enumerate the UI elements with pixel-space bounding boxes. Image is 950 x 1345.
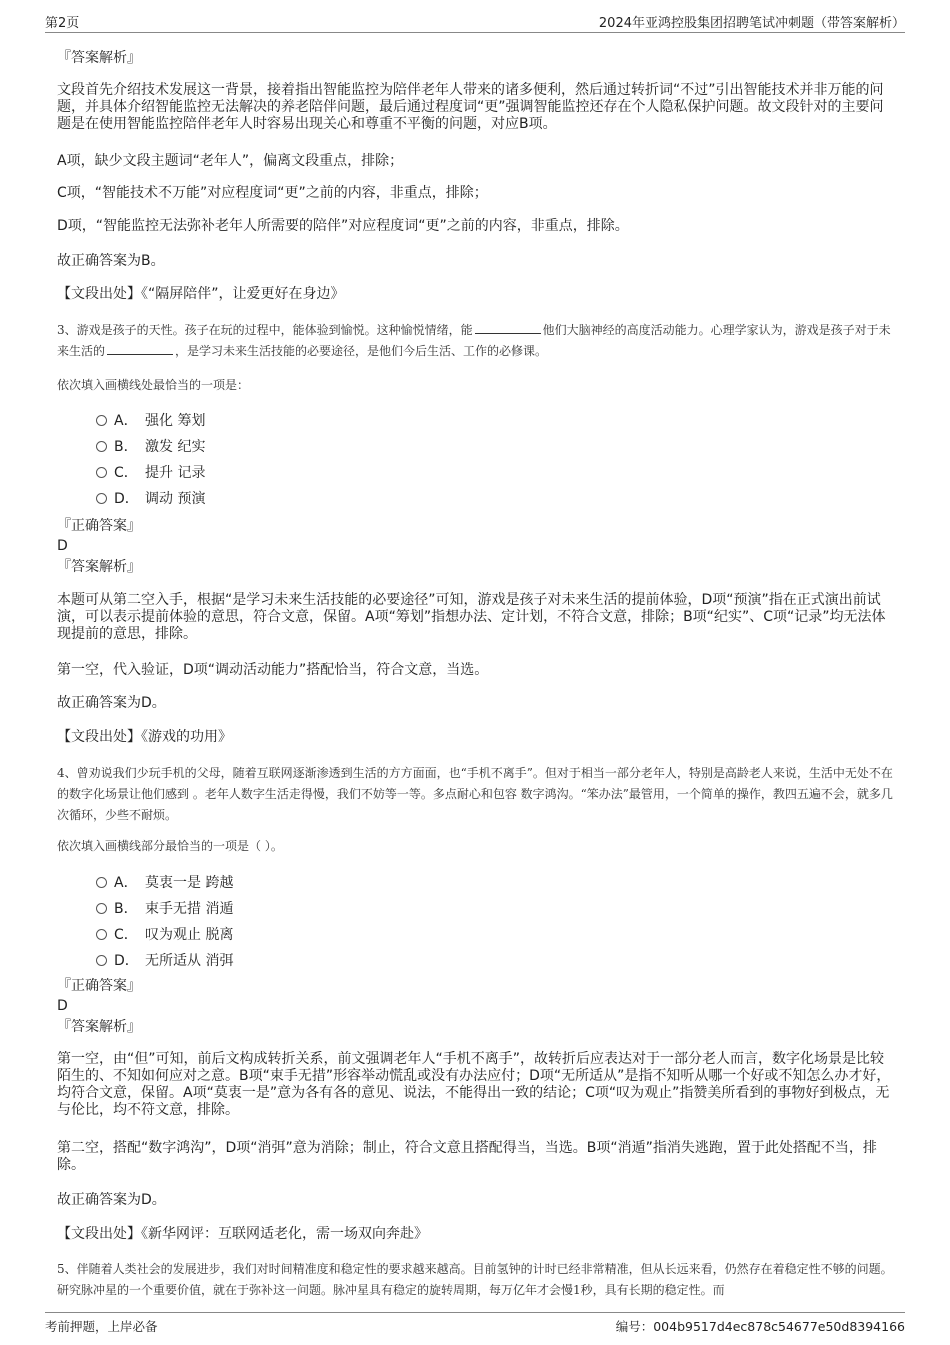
q3-stem-part-1: 3、游戏是孩子的天性。孩子在玩的过程中，能体验到愉悦。这种愉悦情绪，能 <box>57 323 473 337</box>
option-letter: B． <box>114 439 138 455</box>
document-title: 2024年亚鸿控股集团招聘笔试冲刺题（带答案解析） <box>598 16 905 31</box>
q4-source: 【文段出处】《新华网评：互联网适老化，需一场双向奔赴》 <box>57 1226 428 1242</box>
option-text: 提升 记录 <box>145 465 206 481</box>
document-code: 编号：004b9517d4ec878c54677e50d8394166 <box>615 1319 905 1334</box>
option-letter: C． <box>114 927 138 943</box>
q2-analysis-option-c: C项，“智能技术不万能”对应程度词“更”之前的内容，非重点，排除； <box>57 185 488 201</box>
option-text: 激发 纪实 <box>145 439 206 455</box>
q2-analysis-option-d: D项，“智能监控无法弥补老年人所需要的陪伴”对应程度词“更”之前的内容，非重点，排除。 <box>57 218 629 234</box>
q4-answer-heading: 『正确答案』 <box>57 978 141 994</box>
q4-analysis-heading: 『答案解析』 <box>57 1019 141 1035</box>
option-text: 叹为观止 脱离 <box>145 927 234 943</box>
option-text: 无所适从 消弭 <box>145 953 234 969</box>
q3-prompt: 依次填入画横线处最恰当的一项是： <box>57 378 250 392</box>
q4-analysis-paragraph-2: 第二空，搭配“数字鸿沟”，D项“消弭”意为消除；制止，符合文意且搭配得当，当选。B项“消遁”指消失逃跑，置于此处搭配不当，排除。 <box>57 1140 877 1173</box>
q3-stem-part-3: 是孩子对于未来生活的 <box>57 323 891 358</box>
q4-answer: D <box>57 998 68 1014</box>
radio-icon[interactable] <box>96 877 107 888</box>
option-letter: C． <box>114 465 138 481</box>
q3-answer: D <box>57 538 68 554</box>
option-text: 调动 预演 <box>145 491 206 507</box>
option-letter: B． <box>114 901 138 917</box>
radio-icon[interactable] <box>96 903 107 914</box>
q3-blank-2 <box>107 342 173 355</box>
option-text: 莫衷一是 跨越 <box>145 875 234 891</box>
radio-icon[interactable] <box>96 441 107 452</box>
page-header <box>45 8 905 33</box>
radio-icon[interactable] <box>96 493 107 504</box>
q2-analysis-heading: 『答案解析』 <box>57 50 141 66</box>
q2-analysis-option-a: A项，缺少文段主题词“老年人”，偏离文段重点，排除； <box>57 153 404 169</box>
option-letter: A． <box>114 875 138 891</box>
q3-stem <box>57 320 893 362</box>
q3-answer-heading: 『正确答案』 <box>57 518 141 534</box>
q3-stem-part-2: 他们大脑神经的高度活动能力。心理学家认为，游戏 <box>542 323 819 337</box>
q3-stem-part-4: ，是学习未来生活技能的必要途径，是他们今后生活、工作的必修课。 <box>175 344 548 358</box>
q3-analysis-paragraph-2: 第一空，代入验证，D项“调动活动能力”搭配恰当，符合文意，当选。 <box>57 662 489 678</box>
q4-stem: 4、曾劝说我们少玩手机的父母，随着互联网逐渐渗透到生活的方方面面，也“手机不离手”。但对于相当一部分老年人，特别是高龄老人来说，生活中无处不在的数字化场景让他们感到 。老年人数字生活走得慢，我们不妨等一等。多点耐心和包容 数字鸿沟。“笨办法”最管用，一个简单的操作，教四五遍不会，就多几次循环，少些不耐烦。 <box>57 766 893 822</box>
option-letter: D． <box>114 953 139 969</box>
q3-analysis-heading: 『答案解析』 <box>57 559 141 575</box>
option-letter: D． <box>114 491 139 507</box>
page-footer <box>45 1312 905 1337</box>
option-text: 强化 筹划 <box>145 413 206 429</box>
radio-icon[interactable] <box>96 955 107 966</box>
page-number: 第2页 <box>45 16 80 31</box>
q3-source: 【文段出处】《游戏的功用》 <box>57 729 232 745</box>
q2-analysis-paragraph: 文段首先介绍技术发展这一背景，接着指出智能监控为陪伴老年人带来的诸多便利，然后通过转折词“不过”引出智能技术并非万能的问题，并具体介绍智能监控无法解决的养老陪伴问题，最后通过程度词“更”强调智能监控还存在个人隐私保护问题。故文段针对的主要问题是在使用智能监控陪伴老年人时容易出现关心和尊重不平衡的问题，对应B项。 <box>57 82 884 132</box>
option-letter: A． <box>114 413 138 429</box>
q3-conclusion: 故正确答案为D。 <box>57 695 166 711</box>
footer-slogan: 考前押题，上岸必备 <box>45 1319 158 1334</box>
q3-analysis-paragraph-1: 本题可从第二空入手，根据“是学习未来生活技能的必要途径”可知，游戏是孩子对未来生活的提前体验，D项“预演”指在正式演出前试演，可以表示提前体验的意思，符合文意，保留。A项“筹划”指想办法、定计划，不符合文意，排除；B项“纪实”、C项“记录”均无法体现提前的意思，排除。 <box>57 592 886 642</box>
q5-stem: 5、伴随着人类社会的发展进步，我们对时间精准度和稳定性的要求越来越高。目前氢钟的计时已经非常精准，但从长远来看，仍然存在着稳定性不够的问题。研究脉冲星的一个重要价值，就在于弥补这一问题。脉冲星具有稳定的旋转周期，每万亿年才会慢1秒，具有长期的稳定性。而 <box>57 1262 893 1297</box>
radio-icon[interactable] <box>96 467 107 478</box>
q4-conclusion: 故正确答案为D。 <box>57 1192 166 1208</box>
q4-prompt: 依次填入画横线部分最恰当的一项是（ ）。 <box>57 839 283 853</box>
radio-icon[interactable] <box>96 415 107 426</box>
q4-analysis-paragraph-1: 第一空，由“但”可知，前后文构成转折关系，前文强调老年人“手机不离手”，故转折后应表达对于一部分老人而言，数字化场景是比较陌生的、不知如何应对之意。B项“束手无措”形容举动慌乱或没有办法应付；D项“无所适从”是指不知听从哪一个好或不知怎么办才好，均符合文意，保留。A项“莫衷一是”意为各有各的意见、说法，不能得出一致的结论；C项“叹为观止”指赞美所看到的事物好到极点，无与伦比，均不符文意，排除。 <box>57 1051 891 1118</box>
q3-blank-1 <box>475 321 541 334</box>
option-text: 束手无措 消遁 <box>145 901 234 917</box>
q2-source: 【文段出处】《“隔屏陪伴”，让爱更好在身边》 <box>57 286 345 302</box>
radio-icon[interactable] <box>96 929 107 940</box>
q2-conclusion: 故正确答案为B。 <box>57 253 165 269</box>
